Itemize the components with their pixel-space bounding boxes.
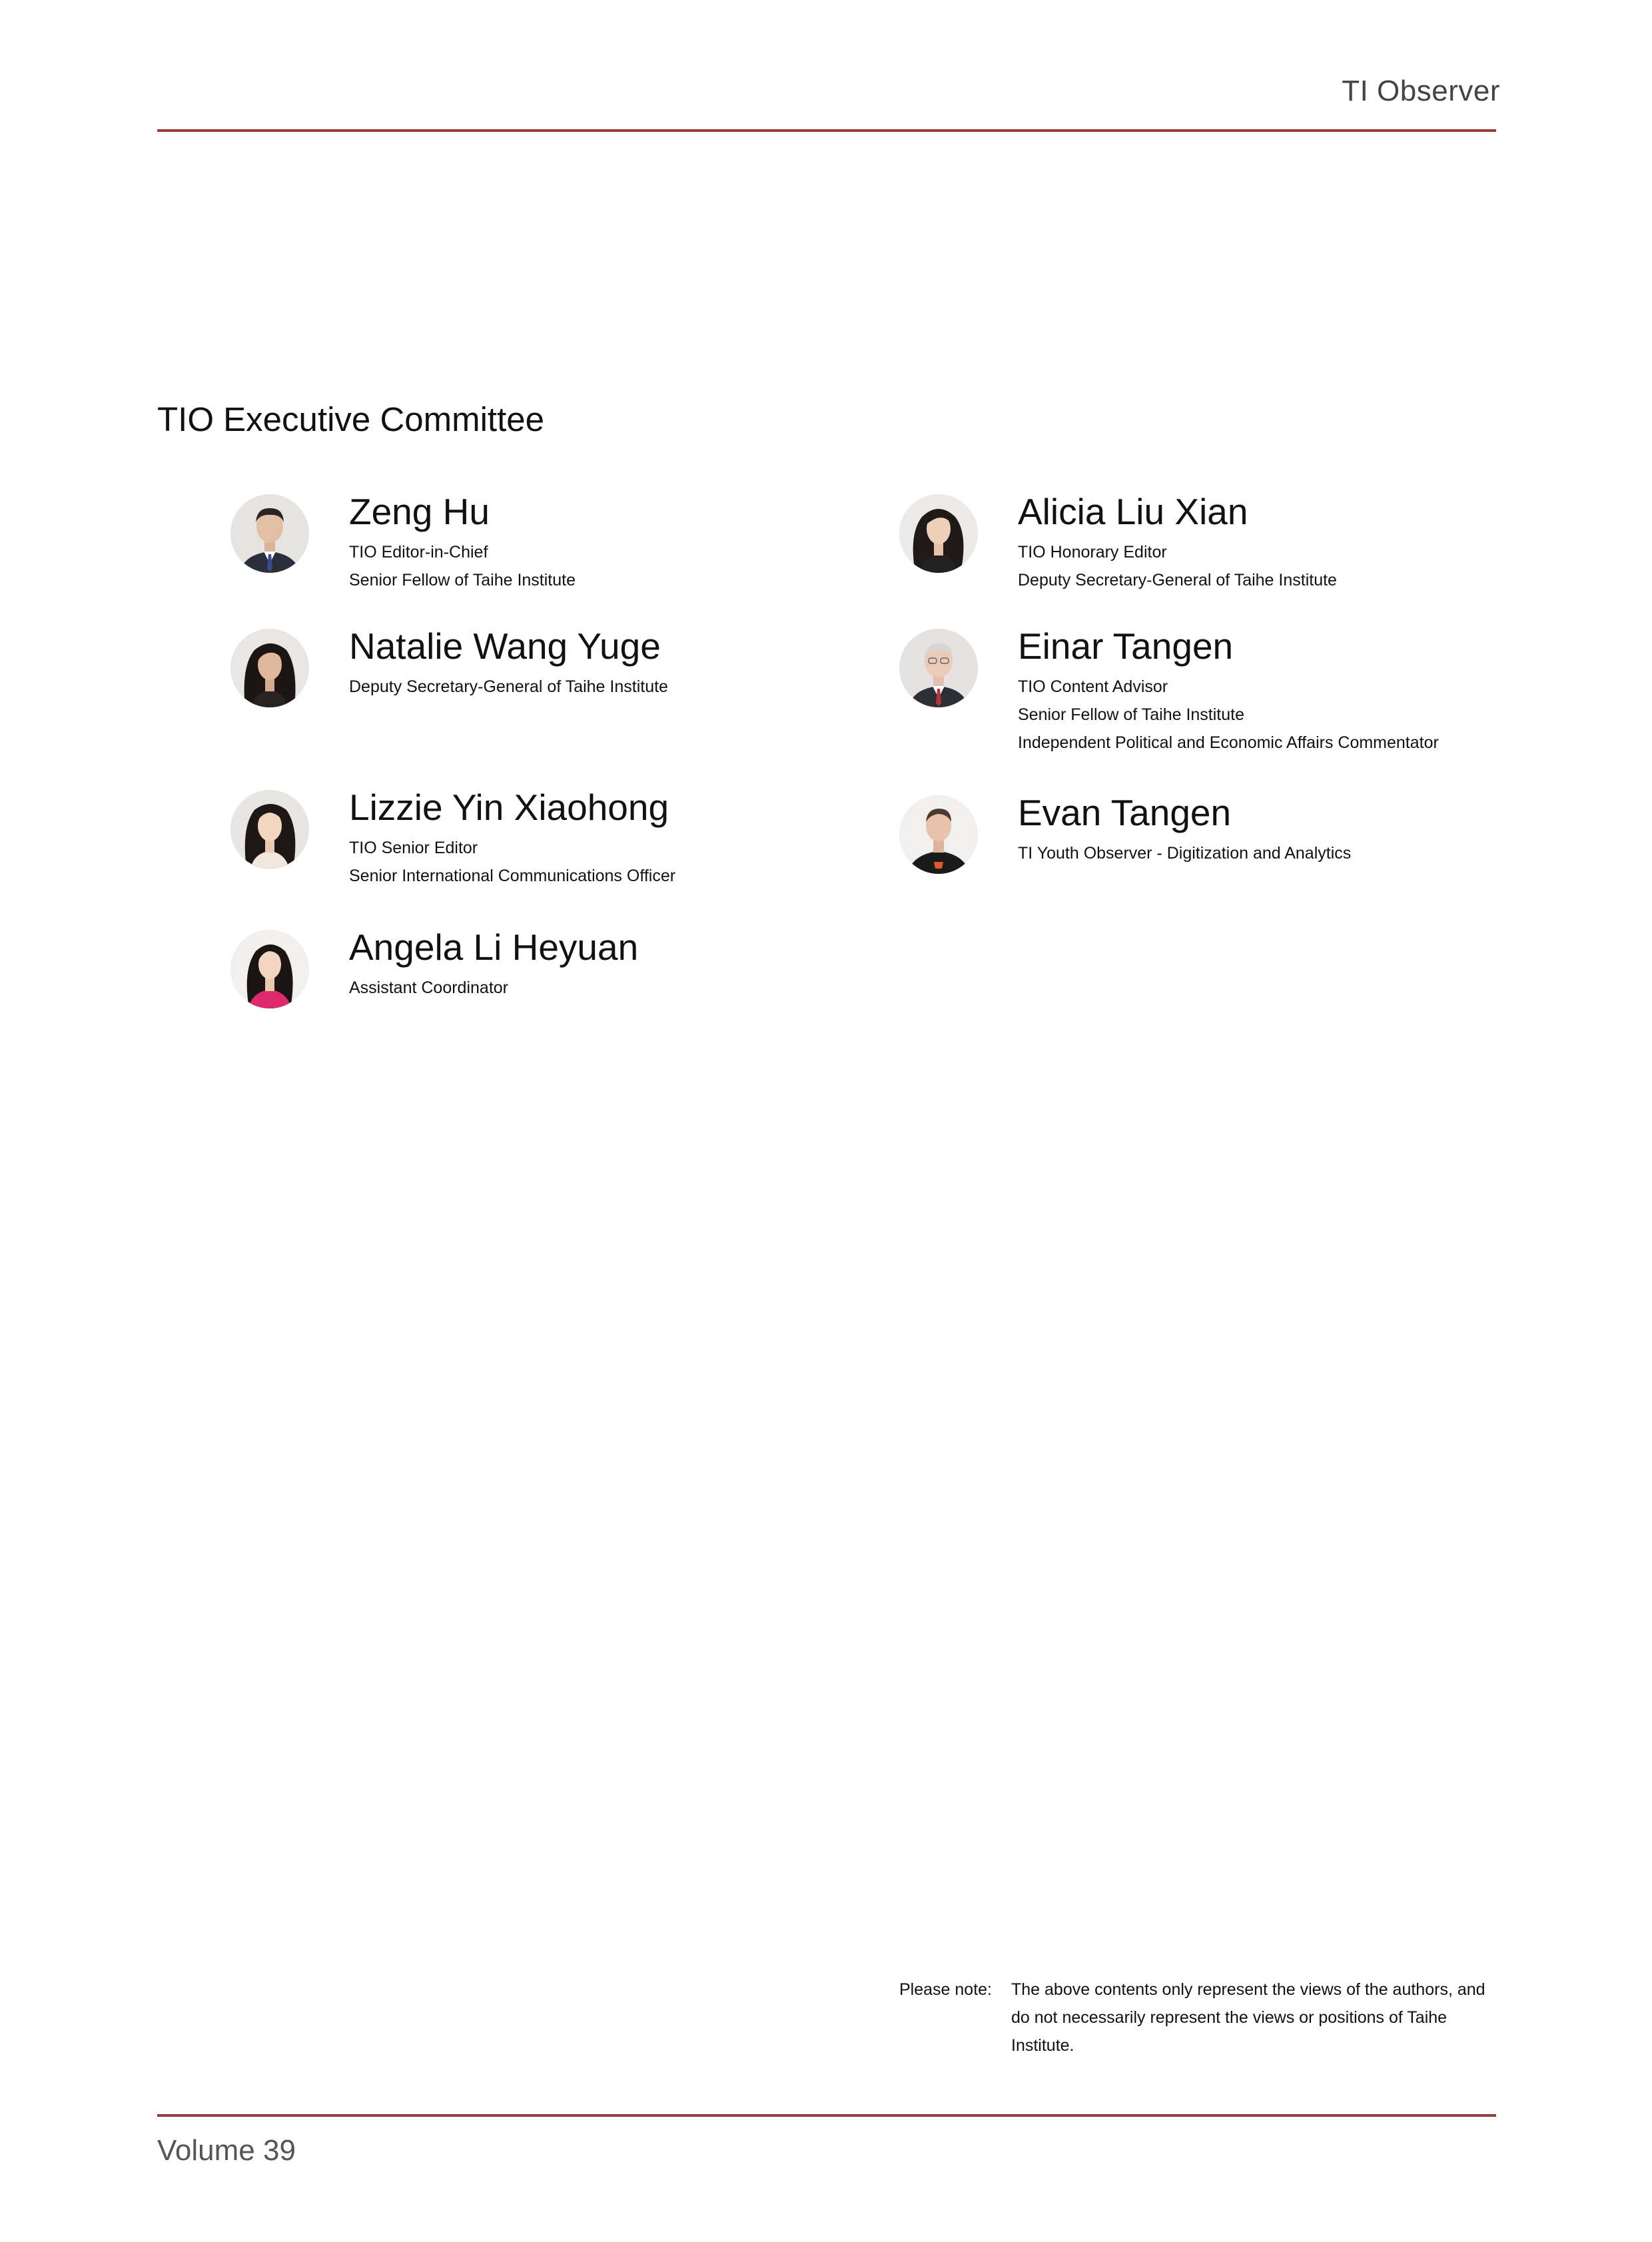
member-role: TIO Content Advisor xyxy=(1018,677,1168,696)
member-role: TIO Editor-in-Chief xyxy=(349,543,488,561)
member-name: Zeng Hu xyxy=(349,491,490,532)
member-role: TIO Senior Editor xyxy=(349,839,478,857)
member-role: Deputy Secretary-General of Taihe Institute xyxy=(349,677,668,696)
member-role: Senior Fellow of Taihe Institute xyxy=(1018,705,1245,724)
member-role: Assistant Coordinator xyxy=(349,978,509,997)
member-photo-icon xyxy=(230,790,309,869)
member-role: Independent Political and Economic Affairs Commentator xyxy=(1018,733,1439,752)
member-photo-icon xyxy=(230,930,309,1008)
member-role: TI Youth Observer - Digitization and Analytics xyxy=(1018,844,1352,863)
member-role: Senior Fellow of Taihe Institute xyxy=(349,571,576,589)
publication-title: TI Observer xyxy=(1342,75,1500,107)
note-text: The above contents only represent the views of the authors, and do not necessarily represent the views or positions of Taihe Institute. xyxy=(1011,1980,1485,2055)
section-title: TIO Executive Committee xyxy=(157,400,544,438)
member-name: Evan Tangen xyxy=(1018,792,1232,833)
member-photo-icon xyxy=(899,629,978,707)
member-name: Angela Li Heyuan xyxy=(349,927,639,968)
member-name: Alicia Liu Xian xyxy=(1018,491,1248,532)
volume-number: Volume 39 xyxy=(157,2134,296,2167)
member-role: TIO Honorary Editor xyxy=(1018,543,1167,561)
member-photo-icon xyxy=(230,494,309,573)
member-role: Deputy Secretary-General of Taihe Institute xyxy=(1018,571,1337,589)
member-name: Natalie Wang Yuge xyxy=(349,625,661,667)
member-photo-icon xyxy=(899,494,978,573)
footer-divider xyxy=(157,2114,1496,2117)
member-photo-icon xyxy=(230,629,309,707)
member-role: Senior International Communications Officer xyxy=(349,867,676,885)
member-name: Einar Tangen xyxy=(1018,625,1234,667)
note-label: Please note: xyxy=(899,1980,992,1999)
header-divider xyxy=(157,129,1496,132)
member-photo-icon xyxy=(899,795,978,874)
member-name: Lizzie Yin Xiaohong xyxy=(349,787,669,828)
